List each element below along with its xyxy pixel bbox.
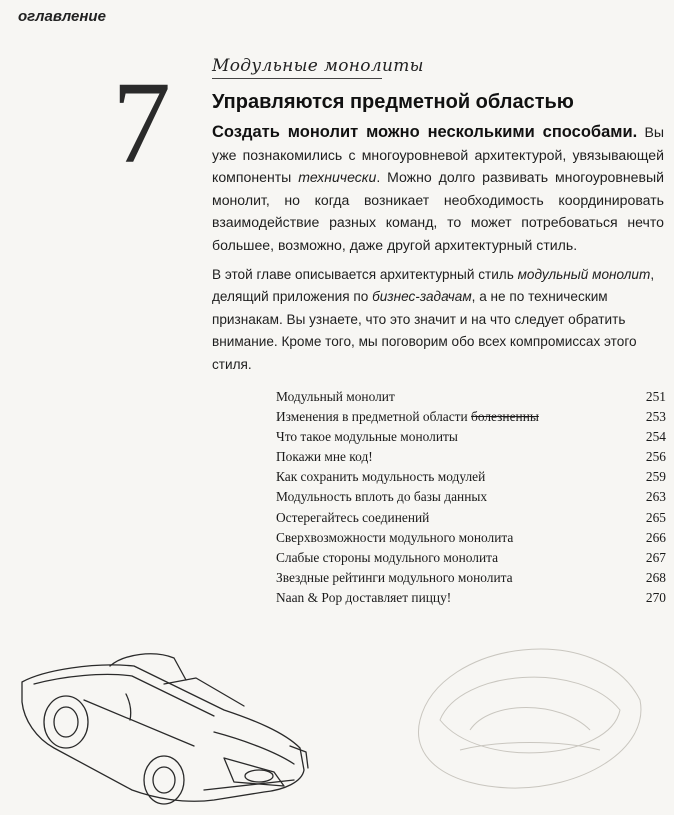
toc-title: Остерегайтесь соединений <box>276 509 430 525</box>
intro-text-a: Вы уже познакомились с многоуровневой архитектурой, увязывающей компоненты <box>212 124 665 186</box>
toc-entry[interactable] <box>276 508 666 528</box>
chapter-subtitle: Управляются предметной областью <box>212 91 574 113</box>
description-emphasis-1: модульный монолит <box>517 267 651 282</box>
toc-entry[interactable] <box>276 568 666 588</box>
toc-title-struck: болезненны <box>471 409 539 425</box>
toc-page: 259 <box>645 469 666 485</box>
toc-page: 251 <box>645 389 666 404</box>
toc-title: Звездные рейтинги модульного монолита <box>276 569 513 585</box>
toc-entry[interactable] <box>276 487 666 507</box>
toc-page: 265 <box>645 509 666 525</box>
toc-page: 267 <box>645 549 666 565</box>
toc-page: 256 <box>645 449 666 465</box>
table-of-contents <box>276 387 666 608</box>
toc-page: 253 <box>645 409 666 425</box>
toc-page: 254 <box>645 429 666 445</box>
intro-lead: Создать монолит можно несколькими способами. <box>212 123 638 141</box>
toc-entry[interactable] <box>276 528 666 548</box>
description-text-c: , а не по техническим признакам. Вы узнаете, что это значит и на что следует обратить внимание. Кроме того, мы поговорим обо всех компромиссах этого стиля. <box>212 289 637 372</box>
description-text-a: В этой главе описывается архитектурный стиль <box>212 267 518 282</box>
chapter-number: 7 <box>112 57 171 188</box>
toc-entry[interactable] <box>276 407 666 427</box>
toc-page: 270 <box>645 589 666 605</box>
toc-title: Модульность вплоть до базы данных <box>276 489 488 505</box>
toc-title: Naan & Pop доставляет пиццу! <box>276 589 452 605</box>
toc-title: Покажи мне код! <box>276 449 373 465</box>
toc-entry[interactable] <box>276 467 666 487</box>
toc-page: 266 <box>645 529 666 545</box>
toc-entry[interactable] <box>276 427 666 447</box>
toc-page: 268 <box>645 569 666 585</box>
toc-title: Слабые стороны модульного монолита <box>276 549 499 565</box>
pizza-sketch-illustration <box>400 600 660 800</box>
toc-entry[interactable] <box>276 387 666 407</box>
toc-entry[interactable] <box>276 447 666 467</box>
section-label: оглавление <box>18 8 106 25</box>
toc-title: Модульный монолит <box>276 389 395 404</box>
description-text-b: , делящий приложения по <box>212 267 655 305</box>
intro-paragraph <box>212 121 664 257</box>
toc-title: Изменения в предметной области <box>276 409 472 425</box>
chapter-title-underline <box>212 78 382 79</box>
convertible-car-illustration <box>14 640 314 810</box>
chapter-title: Модульные монолиты <box>212 56 424 76</box>
intro-text-b: . Можно долго развивать многоуровневый монолит, но когда возникает необходимость координировать взаимодействие разных команд, то может потребоваться нечто большее, возможно, даже другой архитектурный стиль. <box>212 169 664 253</box>
toc-title: Что такое модульные монолиты <box>276 429 458 445</box>
toc-title: Сверхвозможности модульного монолита <box>276 529 514 545</box>
description-emphasis-2: бизнес-задачам <box>372 289 472 305</box>
intro-emphasis: технически <box>298 169 377 186</box>
toc-page: 263 <box>645 489 666 505</box>
toc-entry[interactable] <box>276 548 666 568</box>
toc-title: Как сохранить модульность модулей <box>276 469 486 485</box>
chapter-description <box>212 264 664 376</box>
